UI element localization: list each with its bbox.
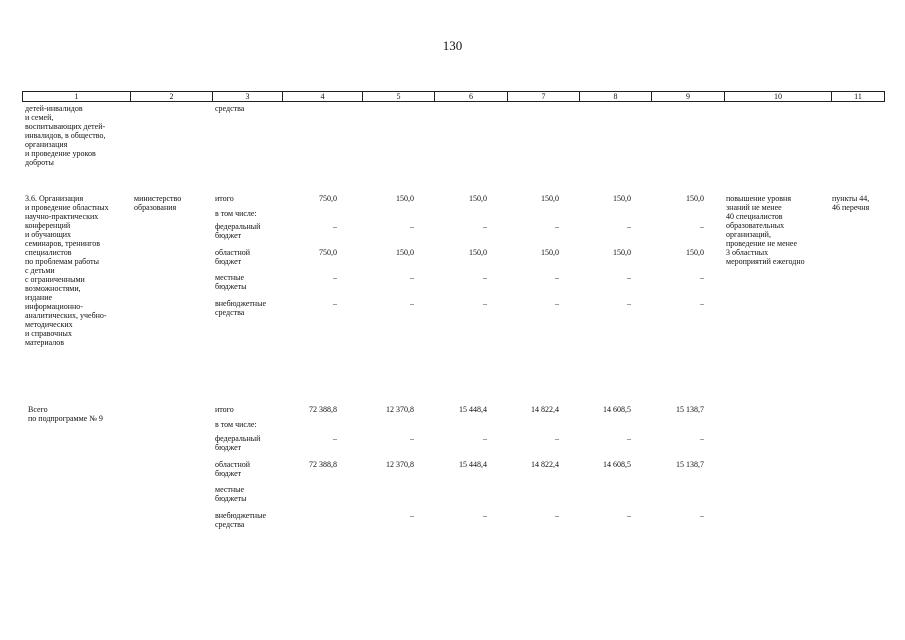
funding-value: 72 388,8 bbox=[309, 460, 337, 469]
column-number-row bbox=[23, 92, 885, 102]
funding-value: 150,0 bbox=[396, 248, 414, 257]
funding-value: 150,0 bbox=[541, 194, 559, 203]
funding-value: – bbox=[555, 511, 559, 520]
funding-value: – bbox=[700, 222, 704, 231]
funding-source-label: федеральный бюджет bbox=[215, 222, 261, 240]
col-number: 9 bbox=[652, 92, 725, 102]
funding-value: – bbox=[483, 299, 487, 308]
funding-value: – bbox=[333, 299, 337, 308]
col-number: 2 bbox=[131, 92, 213, 102]
funding-value: – bbox=[483, 511, 487, 520]
col-number: 5 bbox=[363, 92, 435, 102]
col-number: 8 bbox=[580, 92, 652, 102]
funding-value: – bbox=[627, 511, 631, 520]
funding-value: 14 822,4 bbox=[531, 460, 559, 469]
funding-value: 15 138,7 bbox=[676, 460, 704, 469]
col-number: 4 bbox=[283, 92, 363, 102]
funding-value: – bbox=[410, 299, 414, 308]
funding-value: – bbox=[555, 299, 559, 308]
funding-value: – bbox=[627, 222, 631, 231]
funding-value: – bbox=[627, 434, 631, 443]
funding-value: – bbox=[483, 434, 487, 443]
funding-value: – bbox=[700, 273, 704, 282]
funding-value: 150,0 bbox=[469, 194, 487, 203]
activity-3-6-reference: пункты 44, 46 перечня bbox=[832, 194, 870, 212]
funding-value: 150,0 bbox=[613, 194, 631, 203]
funding-source-label: областной бюджет bbox=[215, 248, 251, 266]
program-table bbox=[22, 91, 885, 102]
funding-value: – bbox=[333, 434, 337, 443]
funding-source-label: внебюджетные средства bbox=[215, 299, 266, 317]
funding-value: 14 608,5 bbox=[603, 405, 631, 414]
funding-value: – bbox=[410, 511, 414, 520]
funding-value: – bbox=[483, 273, 487, 282]
funding-value: – bbox=[700, 299, 704, 308]
subprogram-total-title: Всего по подпрограмме № 9 bbox=[28, 405, 103, 423]
page-number: 130 bbox=[442, 38, 463, 53]
activity-3-6-executor: министерство образования bbox=[134, 194, 182, 212]
funding-value: – bbox=[700, 511, 704, 520]
funding-value: 12 370,8 bbox=[386, 405, 414, 414]
funding-value: – bbox=[555, 222, 559, 231]
carryover-source-text: средства bbox=[215, 104, 245, 113]
funding-value: 15 138,7 bbox=[676, 405, 704, 414]
col-number: 11 bbox=[832, 92, 885, 102]
funding-source-label: итого bbox=[215, 405, 234, 414]
funding-value: 12 370,8 bbox=[386, 460, 414, 469]
col-number: 10 bbox=[725, 92, 832, 102]
funding-source-label: в том числе: bbox=[215, 209, 257, 218]
funding-value: 150,0 bbox=[396, 194, 414, 203]
funding-value: – bbox=[410, 273, 414, 282]
funding-source-label: итого bbox=[215, 194, 234, 203]
funding-value: – bbox=[700, 434, 704, 443]
col-number: 1 bbox=[23, 92, 131, 102]
funding-value: 150,0 bbox=[686, 194, 704, 203]
activity-3-6-title: 3.6. Организация и проведение областных научно-практических конференций и обучающих семинаров, тренингов специалистов по проблемам работы с детьми с ограниченными возможностями, издание информационно- аналитических, учебно- методических и справочных материалов bbox=[25, 194, 109, 347]
carryover-activity-text: детей-инвалидов и семей, воспитывающих детей- инвалидов, в общество, организация и проведение уроков доброты bbox=[25, 104, 106, 167]
funding-value: – bbox=[410, 434, 414, 443]
funding-source-label: местные бюджеты bbox=[215, 273, 247, 291]
funding-value: 15 448,4 bbox=[459, 405, 487, 414]
funding-value: 14 822,4 bbox=[531, 405, 559, 414]
funding-value: – bbox=[627, 299, 631, 308]
funding-value: 72 388,8 bbox=[309, 405, 337, 414]
funding-value: 150,0 bbox=[686, 248, 704, 257]
col-number: 6 bbox=[435, 92, 508, 102]
funding-value: 150,0 bbox=[613, 248, 631, 257]
col-number: 3 bbox=[213, 92, 283, 102]
funding-value: – bbox=[333, 222, 337, 231]
funding-value: – bbox=[627, 273, 631, 282]
funding-value: – bbox=[555, 434, 559, 443]
funding-value: – bbox=[483, 222, 487, 231]
funding-value: 750,0 bbox=[319, 248, 337, 257]
activity-3-6-result: повышение уровня знаний не менее 40 специалистов образовательных организаций, проведение не менее 3 областных мероприятий ежегодно bbox=[726, 194, 805, 266]
funding-value: 150,0 bbox=[469, 248, 487, 257]
funding-value: – bbox=[410, 222, 414, 231]
funding-source-label: федеральный бюджет bbox=[215, 434, 261, 452]
funding-value: – bbox=[555, 273, 559, 282]
funding-value: 15 448,4 bbox=[459, 460, 487, 469]
funding-source-label: областной бюджет bbox=[215, 460, 251, 478]
funding-value: 150,0 bbox=[541, 248, 559, 257]
funding-source-label: в том числе: bbox=[215, 420, 257, 429]
funding-source-label: внебюджетные средства bbox=[215, 511, 266, 529]
funding-value: – bbox=[333, 273, 337, 282]
funding-value: 750,0 bbox=[319, 194, 337, 203]
funding-value: 14 608,5 bbox=[603, 460, 631, 469]
funding-source-label: местные бюджеты bbox=[215, 485, 247, 503]
col-number: 7 bbox=[508, 92, 580, 102]
